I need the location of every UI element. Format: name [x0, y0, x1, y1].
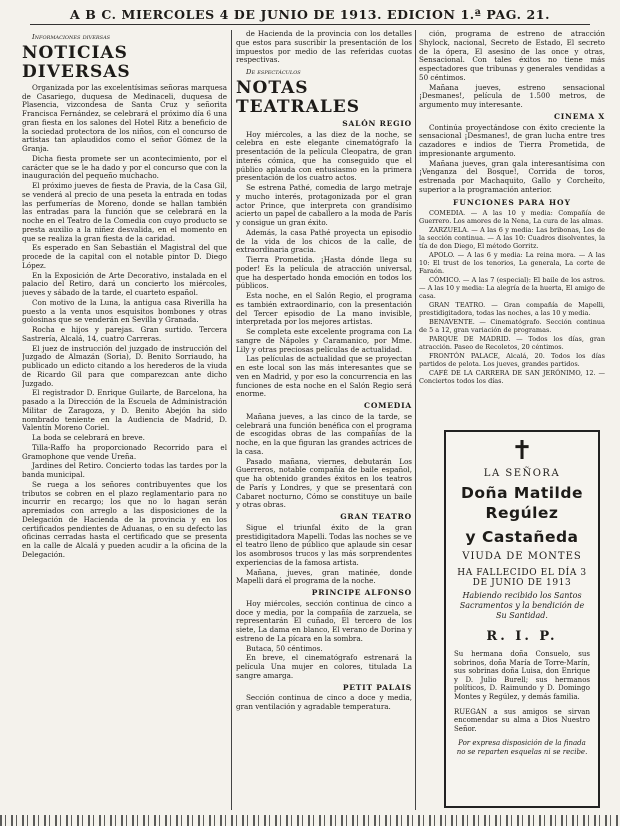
- article-paragraph: Además, la casa Pathé proyecta un episodio de la vida de los chicos de la calle, de extraordinaria gracia.: [236, 227, 412, 255]
- obituary-rip: R. I. P.: [486, 629, 558, 644]
- article-paragraph: Continúa proyectándose con éxito creciente la sensacional ¡Desmanes!, de gran lucha entre tres cazadores e indios de Tierra Prometida, de impresionante argumento.: [419, 122, 605, 158]
- article-paragraph: Dicha fiesta promete ser un acontecimiento, por el carácter que se le ha dado y por el concurso que con la inauguración del pequeño muchacho.: [22, 153, 227, 181]
- obituary-request: RUEGAN a sus amigos se sirvan encomendar su alma a Dios Nuestro Señor.: [454, 707, 590, 733]
- article-paragraph: Sección continua de cinco a doce y media, gran ventilación y agradable temperatura.: [236, 693, 412, 711]
- venue-heading: PRINCIPE ALFONSO: [311, 588, 412, 597]
- obituary-family: Su hermana doña Consuelo, sus sobrinos, doña María de Torre-Marín, sus sobrinas doña Luisa, don Enrique y D. Julio Burell; sus hermanos políticos, D. Raimundo y D. Domingo Montes y Regúlez, y demás familia.: [454, 650, 590, 701]
- page-bottom-edge: [0, 815, 620, 826]
- listings-heading: FUNCIONES PARA HOY: [453, 197, 571, 207]
- cross-icon: ✝: [511, 436, 533, 466]
- obituary-disposition: Por expresa disposición de la finada no se reparten esquelas ni se recibe.: [456, 739, 588, 756]
- section-rubric: Informaciones diversas: [32, 33, 111, 41]
- obituary-name-second: y Castañeda: [465, 528, 579, 546]
- page-header: A B C. MIERCOLES 4 DE JUNIO DE 1913. EDICION 1.ª PAG. 21.: [30, 7, 590, 25]
- article-paragraph: Esta noche, en el Salón Regio, el programa es también extraordinario, con la presentación del Tercer episodio de La mano invisible, interpretada por los mejores artistas.: [236, 291, 412, 327]
- listing-item: COMEDIA. — A las 10 y media: Compañía de Guerrero. Los amores de la Nena, La cura de las almas.: [419, 209, 605, 226]
- article-paragraph: El próximo jueves de fiesta de Pravia, de la Casa Gil, se venderá al precio de una peseta la entrada en todas las perfumerías de Moreno, donde se hallan también las entradas para la función que se celebrará en la noche en el Teatro de la Comedia con cuyo producto se presta auxilio a la niñez desvalida, en el momento en que se realiza la gran fiesta de la caridad.: [22, 181, 227, 243]
- article-paragraph: Butaca, 50 céntimos.: [246, 643, 323, 653]
- article-paragraph: Sigue el triunfal éxito de la gran prestidigitadora Mapelli. Todas las noches se ve el teatro lleno de público que aplaude sin cesar los asombrosos trucos y las más sorprendentes experiencias de la famosa artista.: [236, 522, 412, 567]
- article-paragraph: Mañana, jueves, gran matinée, donde Mapelli dará el programa de la noche.: [236, 567, 412, 586]
- section-rubric: De espectáculos: [246, 68, 301, 76]
- article-paragraph: Se ruega a los señores contribuyentes que los tributos se cobren en el plazo reglamentario para no incurrir en recargo; los que no lo hagan serán apremiados con arreglo a las disposiciones de la Delegación de Hacienda de la provincia y en los certificados pendientes de Aduanas, o en su defecto las oficinas cerradas hasta el certificado que se presenta en la calle de Alcalá y pueden acudir a la oficina de la Delegación.: [22, 479, 227, 559]
- article-paragraph: Jardines del Retiro. Concierto todas las tardes por la banda municipal.: [22, 461, 227, 479]
- article-paragraph: Con motivo de la Luna, la antigua casa Riverilla ha puesto a la venta unos esquisitos bombones y otras golosinas que se venderán en Sevilla y Granada.: [22, 297, 227, 325]
- article-paragraph: Mañana jueves, gran gala interesantísima con ¡Venganza del Bosque!, Corrida de toros, estrenada por Machaquito, Gallo y Corcheíto, superior a la programación anterior.: [419, 158, 605, 194]
- obituary-name: Doña Matilde Regúlez: [461, 484, 583, 522]
- article-paragraph: Las películas de actualidad que se proyectan en este local son las más interesantes que se ven en Madrid, y por eso la concurrencia en las funciones de esta noche en el Salón Regio será enorme.: [236, 354, 412, 399]
- listing-item: APOLO. — A las 6 y media: La reina mora. — A las 10: El trust de los tenorios, La generala, La corte de Faraón.: [419, 251, 605, 276]
- article-paragraph: La boda se celebrará en breve.: [32, 433, 145, 442]
- section-title-noticias: NOTICIAS DIVERSAS: [22, 42, 131, 82]
- article-paragraph: Mañana jueves, estreno sensacional ¡Desmanes!, película de 1.500 metros, de argumento muy interesante.: [419, 82, 605, 109]
- article-paragraph: El registrador D. Enrique Guilarte, de Barcelona, ha pasado a la Dirección de la Escuela de Administración Militar de Zaragoza, y D. Benito Abejón ha sido nombrado teniente en la Audiencia de Madrid, D. Valentín Moreno Coriel.: [22, 388, 227, 433]
- article-paragraph: Organizada por las excelentísimas señoras marquesa de Casariego, duquesa de Medinaceli, duquesa de Plasencia, vizcondesa de Santa Cruz y señorita Francisca Fernández, se celebrará el próximo día 6 una gran fiesta en los salones del Hotel Ritz a beneficio de la sociedad protectora de los niños, con el concurso de artistas tan aplaudidos como el señor Gómez de la Granja.: [22, 82, 227, 153]
- listing-item: PARQUE DE MADRID. — Todos los días, gran atracción. Paseo de Recoletos, 20 céntimos.: [419, 335, 605, 352]
- listings: [419, 209, 605, 385]
- listing-item: FRONTÓN PALACE, Alcalá, 20. Todos los días partidos de pelota. Los jueves, grandes partidos.: [419, 352, 605, 369]
- column-divider: [415, 30, 416, 810]
- venue-heading: COMEDIA: [364, 401, 412, 410]
- venue-heading: GRAN TEATRO: [340, 512, 412, 521]
- article-paragraph: Pasado mañana, viernes, debutarán Los Guerreros, notable compañía de baile español, que ha obtenido grandes éxitos en los teatros de París y Londres, y que se presentará con Cabaret nocturno, Cómo se constituye un baile y otras obras.: [236, 456, 412, 510]
- listing-item: CÓMICO. — A las 7 (especial): El baile de los astros. — A las 10 y media: La alegría de la huerta, El amigo de casa.: [419, 276, 605, 301]
- obituary-label: LA SEÑORA: [483, 468, 561, 479]
- column-noticias: [22, 30, 227, 815]
- listing-item: BENAVENTE. — Cinematógrafo. Sección continua de 5 a 12, gran variación de programas.: [419, 318, 605, 335]
- section-title-teatrales: NOTAS TEATRALES: [236, 77, 361, 117]
- column-teatrales: [236, 30, 412, 815]
- obituary-sacraments: Habiendo recibido los Santos Sacramentos y la bendición de Su Santidad.: [459, 591, 585, 620]
- venue-heading: CINEMA X: [553, 111, 605, 121]
- article-paragraph: Tierra Prometida. ¡Hasta dónde llega su poder! Es la película de atracción universal, que ha despertado honda emoción en todos los públicos.: [236, 255, 412, 291]
- listing-item: GRAN TEATRO. — Gran compañía de Mapelli, prestidigitadora, todas las noches, a las 10 y media.: [419, 301, 605, 318]
- article-paragraph: Tilla-Raffo ha proporcionado Recorrido para el Gramophone que vende Ureña.: [22, 442, 227, 461]
- venue-heading: SALÓN REGIO: [342, 118, 412, 128]
- article-paragraph: En breve, el cinematógrafo estrenará la película Una mujer en colores, titulada La sangre amarga.: [236, 653, 412, 680]
- article-paragraph: Mañana jueves, a las cinco de la tarde, se celebrará una función benéfica con el programa de escogidas obras de las compañías de la noche, en la que figuran las grandes actrices de la casa.: [236, 411, 412, 456]
- article-paragraph: Hoy miércoles, sección continua de cinco a doce y media, por la compañía de zarzuela, se representarán El cuñado, El tercero de los siete, La dama en blanco, El verano de Dorina y estreno de La pícara en la sombra.: [236, 598, 412, 643]
- column-divider: [231, 30, 232, 810]
- article-paragraph: El juez de instrucción del juzgado de instrucción del Juzgado de Almazán (Soria), D. Benito Sorriaudo, ha publicado un edicto citando a los herederos de la viuda de Ricardo Gil para que comparezcan ante dicho Juzgado.: [22, 343, 227, 388]
- article-paragraph: ción, programa de estreno de atracción Shylock, nacional, Secreto de Estado, El secreto de la ópera, El asesino de las once y otras, Sensacional. Con tales éxitos no tiene más espectadores que tribunas y generales vendidas a 50 céntimos.: [419, 30, 605, 82]
- article-paragraph: Es esperado en San Sebastián el Magistral del que procede de la capital con el notable pintor D. Diego López.: [22, 243, 227, 270]
- article-paragraph: En la Exposición de Arte Decorativo, instalada en el palacio del Retiro, dará un concierto los miércoles, jueves y sábado de la tarde, el cuarteto español.: [22, 270, 227, 297]
- article-paragraph: Se estrena Pathé, comedia de largo metraje y mucho interés, protagonizada por el gran actor Prince, que interpreta con grandísimo acierto un papel de caballero a la moda de París y consigue un gran éxito.: [236, 183, 412, 227]
- obituary-date: HA FALLECIDO EL DÍA 3 DE JUNIO DE 1913: [457, 568, 587, 588]
- article-paragraph: Se completa este excelente programa con La sangre de Nápoles y Caramanico, por Mme. Lily y otras preciosas películas de actualidad.: [236, 327, 412, 354]
- listing-item: ZARZUELA. — A las 6 y media: Las bribonas, Los de la sección continua. — A las 10: Cuadros disolventes, la tía de don Diego, El método Gorritz.: [419, 226, 605, 251]
- article-paragraph: Rocha e hijos y parejas. Gran surtido. Tercera Sastrería, Alcalá, 14, cuatro Carreras.: [22, 325, 227, 343]
- article-paragraph: de Hacienda de la provincia con los detalles que estos para suscribir la presentación de los impuestos por medio de las referidas cuotas respectivas.: [236, 30, 412, 65]
- venue-heading: PETIT PALAIS: [342, 682, 412, 692]
- obituary-box: [444, 430, 600, 808]
- article-paragraph: Hoy miércoles, a las diez de la noche, se celebra en este elegante cinematógrafo la presentación de la película Cleopatra, de gran interés cómica, que ha conseguido que el público aplauda con entusiasmo en la primera presentación de los cuatro actos.: [236, 129, 412, 183]
- listing-item: CAFÉ DE LA CARRERA DE SAN JERÓNIMO, 12. — Conciertos todos los días.: [419, 369, 605, 386]
- obituary-viuda: VIUDA DE MONTES: [462, 551, 582, 562]
